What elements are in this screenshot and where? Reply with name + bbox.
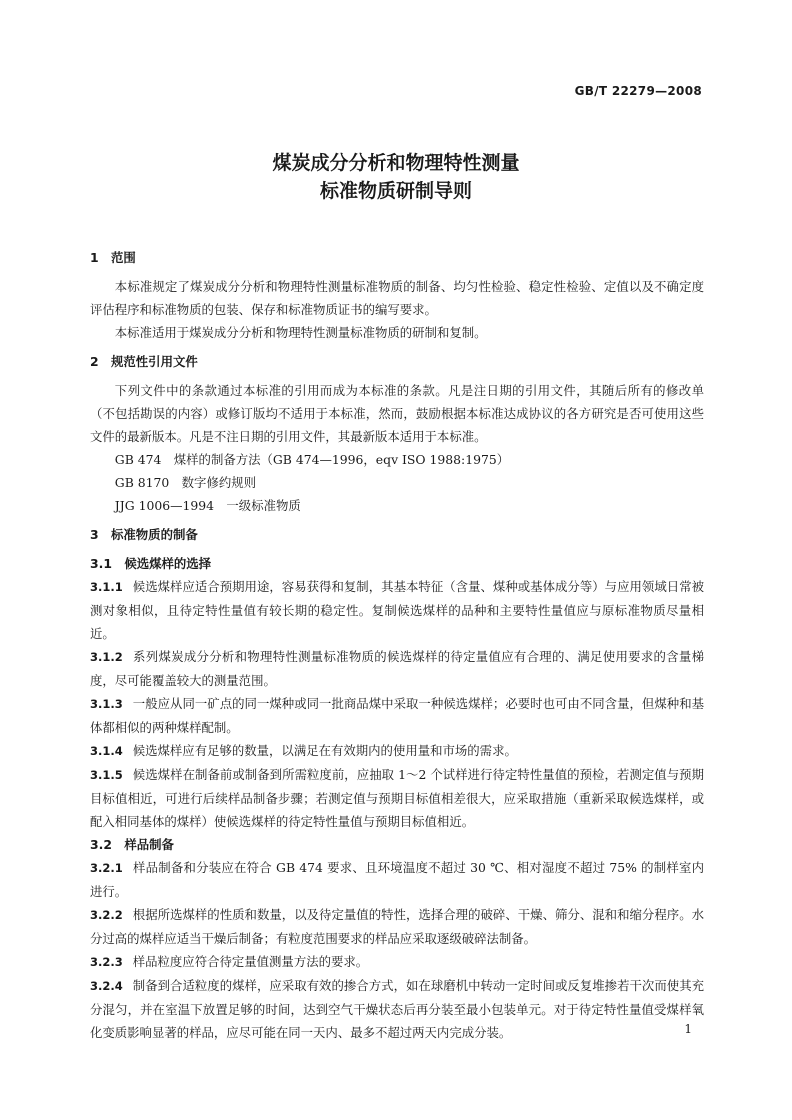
section-2-heading: 2 规范性引用文件 xyxy=(90,354,198,369)
clause-number: 3.2.1 xyxy=(90,861,123,875)
clause-number: 3.1.4 xyxy=(90,744,123,758)
clause-text: 样品制备和分装应在符合 GB 474 要求、且环境温度不超过 30 ℃、相对湿度不超过 75% 的制样室内进行。 xyxy=(90,860,704,899)
clause-text: 候选煤样应适合预期用途，容易获得和复制，其基本特征（含量、煤种或基体成分等）与应用领域日常被测对象相似，且待定特性量值有较长期的稳定性。复制候选煤样的品种和主要特性量值应与原标准物质尽量相近。 xyxy=(90,579,704,641)
clause-3-1-4 xyxy=(90,739,704,763)
clause-text: 系列煤炭成分分析和物理特性测量标准物质的候选煤样的待定量值应有合理的、满足使用要求的含量梯度，尽可能覆盖较大的测量范围。 xyxy=(90,649,704,688)
clause-number: 3.2.4 xyxy=(90,979,123,993)
clause-3-1-1 xyxy=(90,575,704,645)
document-title-line-1: 煤炭成分分析和物理特性测量 xyxy=(272,152,520,174)
clause-text: 样品粒度应符合待定量值测量方法的要求。 xyxy=(132,954,369,969)
normative-reference: GB 474 煤样的制备方法（GB 474—1996，eqv ISO 1988:1975） xyxy=(114,452,510,467)
section-1-heading: 1 范围 xyxy=(90,250,136,265)
clause-3-1-2 xyxy=(90,645,704,692)
document-title-line-2: 标准物质研制导则 xyxy=(319,180,472,202)
clause-number: 3.1.3 xyxy=(90,697,123,711)
page-number: 1 xyxy=(684,1022,692,1036)
subsection-3-2-heading: 3.2 样品制备 xyxy=(90,837,174,852)
clause-3-2-2 xyxy=(90,903,704,950)
clause-number: 3.1.1 xyxy=(90,580,123,594)
document-body xyxy=(90,246,704,1044)
clause-number: 3.1.2 xyxy=(90,650,123,664)
section-3-heading: 3 标准物质的制备 xyxy=(90,527,198,542)
section-1-paragraph-2: 本标准适用于煤炭成分分析和物理特性测量标准物质的研制和复制。 xyxy=(114,325,487,340)
subsection-3-1-heading: 3.1 候选煤样的选择 xyxy=(90,556,212,571)
clause-3-1-3 xyxy=(90,692,704,739)
clause-text: 候选煤样应有足够的数量，以满足在有效期内的使用量和市场的需求。 xyxy=(132,743,517,758)
clause-3-2-4 xyxy=(90,974,704,1044)
clause-number: 3.2.3 xyxy=(90,955,123,969)
clause-3-1-5 xyxy=(90,763,704,833)
clause-number: 3.1.5 xyxy=(90,768,123,782)
clause-text: 候选煤样在制备前或制备到所需粒度前，应抽取 1～2 个试样进行待定特性量值的预检，若测定值与预期目标值相近，可进行后续样品制备步骤；若测定值与预期目标值相差很大，应采取措施（重新采取候选煤样，或配入相同基体的煤样）使候选煤样的待定特性量值与预期目标值相近。 xyxy=(90,767,704,829)
clause-text: 根据所选煤样的性质和数量，以及待定量值的特性，选择合理的破碎、干燥、筛分、混和和缩分程序。水分过高的煤样应适当干燥后制备；有粒度范围要求的样品应采取逐级破碎法制备。 xyxy=(90,907,704,946)
normative-reference: JJG 1006—1994 一级标准物质 xyxy=(114,498,301,513)
normative-reference: GB 8170 数字修约规则 xyxy=(114,475,257,490)
clause-text: 制备到合适粒度的煤样，应采取有效的掺合方式，如在球磨机中转动一定时间或反复堆掺若干次而使其充分混匀，并在室温下放置足够的时间，达到空气干燥状态后再分装至最小包装单元。对于待定特性量值受煤样氧化变质影响显著的样品，应尽可能在同一天内、最多不超过两天内完成分装。 xyxy=(90,978,704,1040)
standard-number: GB/T 22279—2008 xyxy=(574,84,702,98)
clause-3-2-1 xyxy=(90,856,704,903)
section-1-paragraph-1: 本标准规定了煤炭成分分析和物理特性测量标准物质的制备、均匀性检验、稳定性检验、定值以及不确定度评估程序和标准物质的包装、保存和标准物质证书的编写要求。 xyxy=(90,279,704,317)
clause-text: 一般应从同一矿点的同一煤种或同一批商品煤中采取一种候选煤样；必要时也可由不同含量，但煤种和基体都相似的两种煤样配制。 xyxy=(90,696,704,735)
clause-3-2-3 xyxy=(90,950,704,974)
clause-number: 3.2.2 xyxy=(90,908,123,922)
section-2-paragraph-1: 下列文件中的条款通过本标准的引用而成为本标准的条款。凡是注日期的引用文件，其随后所有的修改单（不包括勘误的内容）或修订版均不适用于本标准，然而，鼓励根据本标准达成协议的各方研究是否可使用这些文件的最新版本。凡是不注日期的引用文件，其最新版本适用于本标准。 xyxy=(90,383,704,444)
